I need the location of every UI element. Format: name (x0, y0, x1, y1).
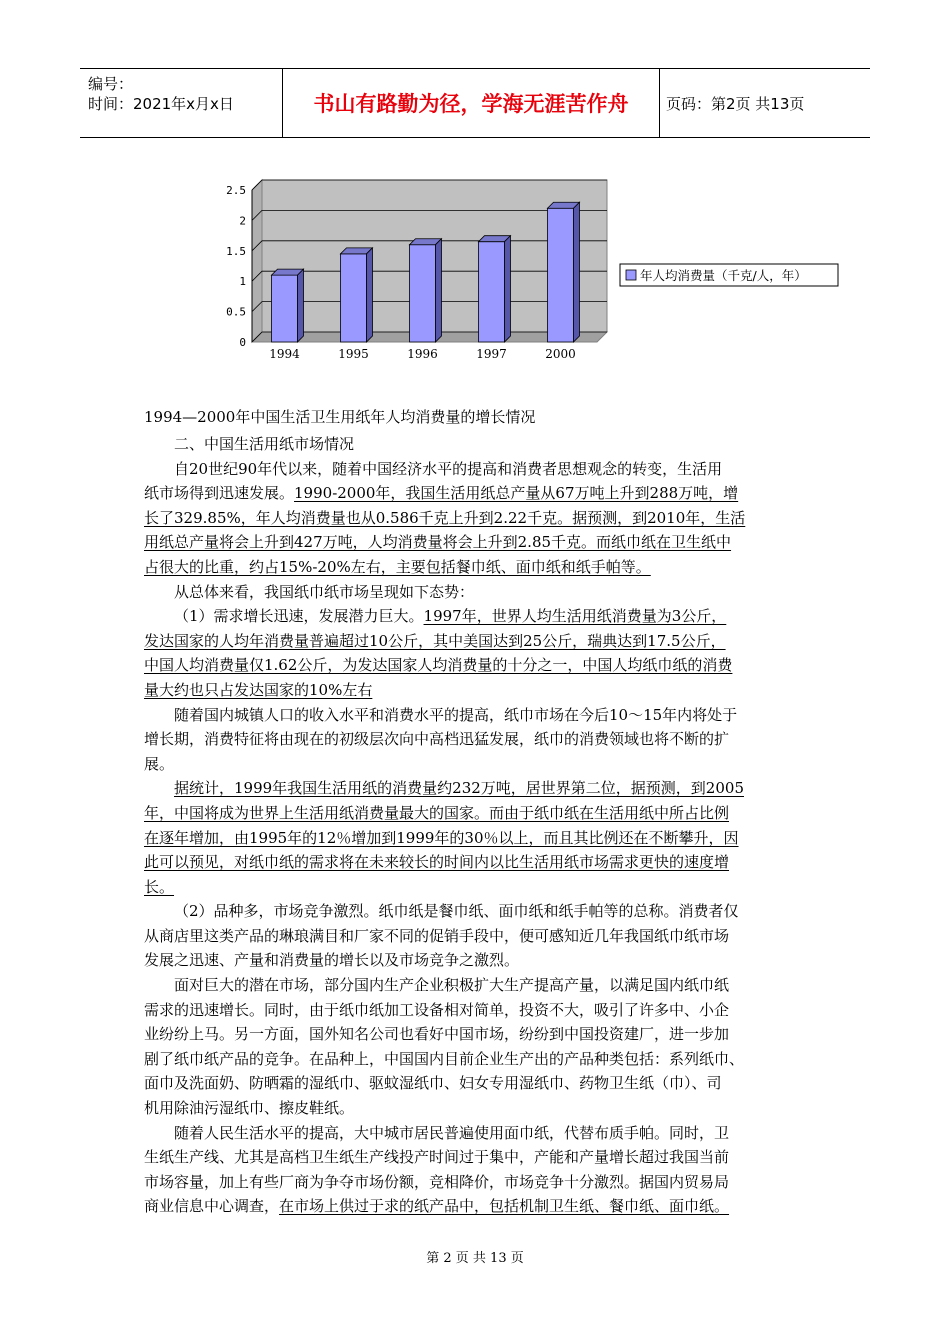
text-line (144, 850, 814, 875)
bar-side (367, 248, 373, 342)
text-line (144, 629, 814, 654)
y-tick-label: 0.5 (226, 305, 246, 319)
text-line (144, 1194, 814, 1219)
x-tick-label: 1994 (269, 347, 300, 361)
text-line (144, 1145, 814, 1170)
x-tick-label: 1996 (407, 347, 438, 361)
text-line (144, 1022, 814, 1047)
text-line (144, 580, 814, 605)
text-line (144, 604, 814, 629)
bar (272, 275, 298, 342)
text-segment: 从商店里这类产品的琳琅满目和厂家不同的促销手段中，便可感知近几年我国纸巾纸市场 (144, 926, 730, 945)
text-segment: 市场容量，加上有些厂商为争夺市场份额，竞相降价，市场竞争十分激烈。据国内贸易局 (144, 1172, 730, 1191)
code-label: 编号： (88, 75, 134, 93)
y-tick-label: 1 (239, 275, 246, 289)
underlined-segment: 用纸总产量将会上升到427万吨，人均消费量将会上升到2.85千克。而纸巾纸在卫生纸中 (144, 533, 732, 552)
text-line (144, 1170, 814, 1195)
y-tick-label: 1.5 (226, 244, 246, 258)
text-segment: 增长期，消费特征将由现在的初级层次向中高档迅猛发展，纸巾的消费领域也将不断的扩 (144, 730, 730, 749)
underlined-segment: 在市场上供过于求的纸产品中，包括机制卫生纸、餐巾纸、面巾纸。 (279, 1197, 730, 1216)
text-segment: 展。 (144, 754, 175, 773)
bar (548, 208, 574, 342)
underlined-segment: 量大约也只占发达国家的10%左右 (144, 680, 373, 699)
header-motto: 书山有路勤为径，学海无涯苦作舟 (283, 69, 660, 137)
time-label: 时间：2021年x月x日 (88, 95, 234, 113)
text-segment: 生纸生产线、尤其是高档卫生纸生产线投产时间过于集中，产能和产量增长超过我国当前 (144, 1148, 730, 1167)
text-line (144, 998, 814, 1023)
text-line (144, 826, 814, 851)
text-segment: 从总体来看，我国纸巾纸市场呈现如下态势： (174, 582, 475, 601)
text-segment: 随着人民生活水平的提高，大中城市居民普遍使用面巾纸，代替布质手帕。同时，卫 (174, 1123, 730, 1142)
text-segment: 自20世纪90年代以来，随着中国经济水平的提高和消费者思想观念的转变，生活用 (174, 459, 723, 478)
underlined-segment: 1990-2000年，我国生活用纸总产量从67万吨上升到288万吨，增 (294, 484, 739, 503)
chart-caption: 1994—2000年中国生活卫生用纸年人均消费量的增长情况 (144, 408, 536, 426)
text-line (144, 555, 814, 580)
header-meta (80, 69, 283, 137)
bar-side (436, 239, 442, 342)
text-line (144, 457, 814, 482)
plot-side-wall (252, 180, 262, 342)
text-line (144, 1047, 814, 1072)
body-text (144, 432, 814, 1219)
text-line (144, 727, 814, 752)
text-segment: 随着国内城镇人口的收入水平和消费水平的提高，纸巾市场在今后10～15年内将处于 (174, 705, 738, 724)
text-line (144, 875, 814, 900)
text-segment: 二、中国生活用纸市场情况 (174, 435, 355, 453)
text-line (144, 973, 814, 998)
text-segment: 商业信息中心调查， (144, 1197, 280, 1216)
text-line (144, 481, 814, 506)
underlined-segment: 据统计，1999年我国生活用纸的消费量约232万吨，居世界第二位，据预测，到2005 (174, 779, 744, 798)
text-line (144, 899, 814, 924)
underlined-segment: 中国人均消费量仅1.62公斤，为发达国家人均消费量的十分之一，中国人均纸巾纸的消费 (144, 656, 733, 675)
underlined-segment: 此可以预见，对纸巾纸的需求将在未来较长的时间内以比生活用纸市场需求更快的速度增 (144, 853, 730, 872)
consumption-bar-chart (212, 172, 852, 372)
text-segment: 发展之迅速、产量和消费量的增长以及市场竞争之激烈。 (144, 951, 520, 970)
page-footer: 第 2 页 共 13 页 (426, 1251, 524, 1266)
text-line (144, 776, 814, 801)
text-line (144, 432, 814, 457)
underlined-segment: 长。 (144, 877, 175, 896)
text-segment: 纸市场得到迅速发展。 (144, 484, 295, 503)
page-header (80, 68, 870, 138)
text-segment: 面对巨大的潜在市场，部分国内生产企业积极扩大生产提高产量，以满足国内纸巾纸 (174, 976, 730, 995)
text-line (144, 1121, 814, 1146)
underlined-segment: 年，中国将成为世界上生活用纸消费量最大的国家。而由于纸巾纸在生活用纸中所占比例 (144, 803, 730, 822)
y-tick-label: 2.5 (226, 184, 246, 197)
underlined-segment: 1997年，世界人均生活用纸消费量为3公斤， (423, 607, 727, 626)
text-segment: 需求的迅速增长。同时，由于纸巾纸加工设备相对简单，投资不大，吸引了许多中、小企 (144, 1000, 730, 1019)
bar (410, 245, 436, 342)
text-segment: 面巾及洗面奶、防晒霜的湿纸巾、驱蚊湿纸巾、妇女专用湿纸巾、药物卫生纸（巾）、司 (144, 1074, 722, 1093)
text-line (144, 678, 814, 703)
underlined-segment: 在逐年增加，由1995年的12％增加到1999年的30％以上，而且其比例还在不断攀升，因 (144, 828, 739, 847)
y-tick-label: 0 (239, 336, 246, 349)
text-segment: （2）品种多，市场竞争激烈。纸巾纸是餐巾纸、面巾纸和纸手帕等的总称。消费者仅 (174, 902, 739, 921)
underlined-segment: 长了329.85%，年人均消费量也从0.586千克上升到2.22千克。据预测，到2010年，生活 (144, 508, 746, 527)
text-line (144, 752, 814, 777)
text-line (144, 703, 814, 728)
legend-swatch (626, 270, 636, 280)
text-line (144, 530, 814, 555)
text-line (144, 801, 814, 826)
text-line (144, 924, 814, 949)
y-tick-label: 2 (239, 214, 246, 228)
bar-side (298, 269, 304, 342)
text-segment: 机用除油污湿纸巾、擦皮鞋纸。 (144, 1099, 355, 1118)
text-line (144, 948, 814, 973)
bar-side (505, 236, 511, 342)
text-segment: 业纷纷上马。另一方面，国外知名公司也看好中国市场，纷纷到中国投资建厂，进一步加 (144, 1025, 730, 1044)
bar (479, 242, 505, 342)
underlined-segment: 发达国家的人均年消费量普遍超过10公斤，其中美国达到25公斤，瑞典达到17.5公斤， (144, 631, 726, 650)
bar (341, 254, 367, 342)
text-line (144, 506, 814, 531)
page-info: 页码：第2页 共13页 (666, 94, 805, 113)
bar-side (574, 202, 580, 342)
text-line (144, 653, 814, 678)
x-tick-label: 1997 (476, 347, 507, 361)
text-line (144, 1071, 814, 1096)
legend-label: 年人均消费量（千克/人，年） (640, 268, 807, 283)
x-tick-label: 2000 (545, 347, 576, 361)
text-segment: 剧了纸巾纸产品的竞争。在品种上，中国国内目前企业生产出的产品种类包括：系列纸巾、 (144, 1049, 745, 1068)
x-tick-label: 1995 (338, 347, 369, 361)
underlined-segment: 占很大的比重，约占15%-20%左右，主要包括餐巾纸、面巾纸和纸手帕等。 (144, 557, 651, 576)
text-line (144, 1096, 814, 1121)
text-segment: （1）需求增长迅速，发展潜力巨大。 (174, 607, 424, 626)
